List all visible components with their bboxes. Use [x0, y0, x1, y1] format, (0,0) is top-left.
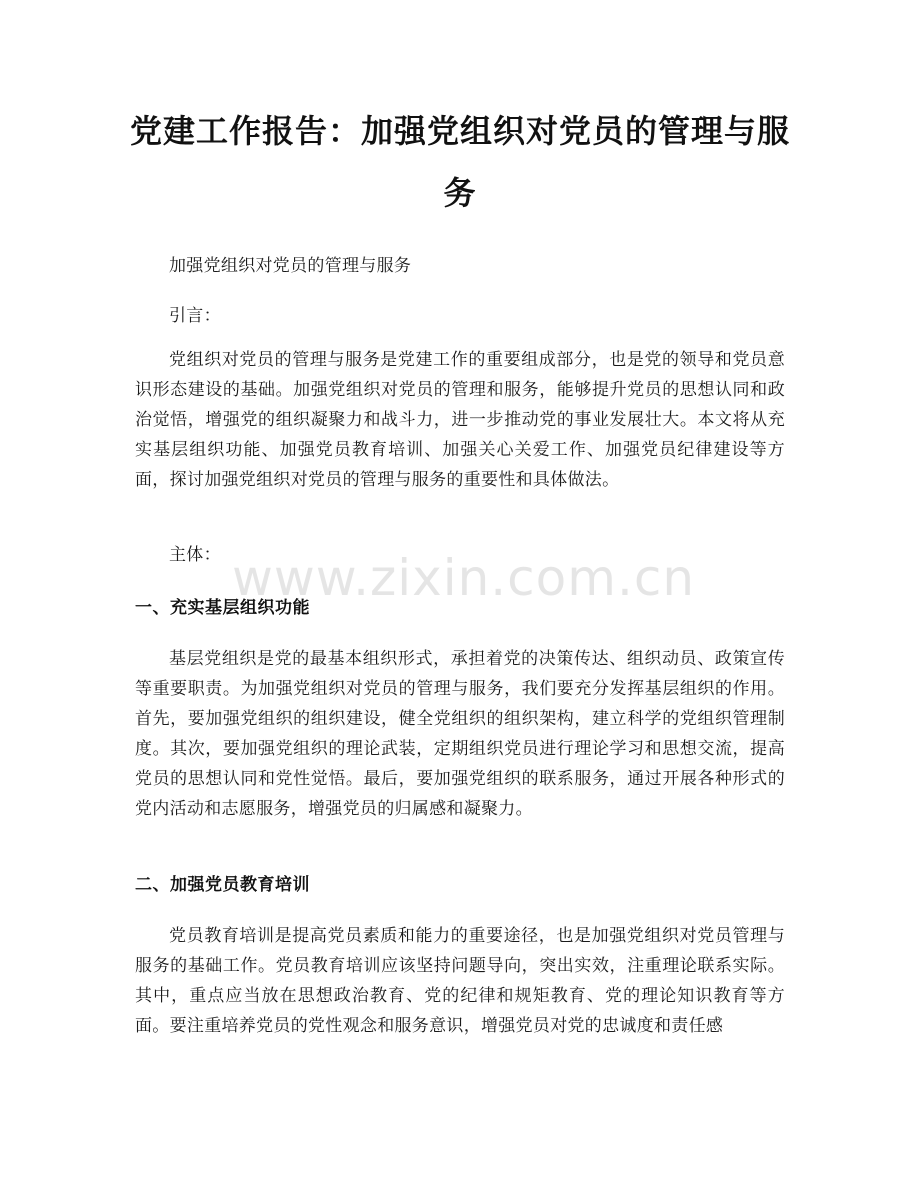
- intro-label: 引言：: [169, 306, 221, 326]
- section-heading: 一、充实基层组织功能: [135, 598, 310, 618]
- subtitle-paragraph: 加强党组织对党员的管理与服务: [169, 256, 412, 276]
- section-paragraph: 基层党组织是党的最基本组织形式，承担着党的决策传达、组织动员、政策宣传等重要职责。为加强党组织对党员的管理与服务，我们要充分发挥基层组织的作用。首先，要加强党组织的组织建设，健全党组织的组织架构，建立科学的党组织管理制度。其次，要加强党组织的理论武装，定期组织党员进行理论学习和思想交流，提高党员的思想认同和党性觉悟。最后，要加强党组织的联系服务，通过开展各种形式的党内活动和志愿服务，增强党员的归属感和凝聚力。: [135, 649, 785, 819]
- main-label: 主体：: [169, 545, 221, 565]
- watermark-text: www.zixin.com.cn: [232, 549, 696, 607]
- section-heading: 二、加强党员教育培训: [135, 875, 310, 895]
- document-title: 党建工作报告：加强党组织对党员的管理与服务: [129, 112, 790, 212]
- intro-paragraph: 党组织对党员的管理与服务是党建工作的重要组成部分，也是党的领导和党员意识形态建设的基础。加强党组织对党员的管理和服务，能够提升党员的思想认同和政治觉悟，增强党的组织凝聚力和战斗力，进一步推动党的事业发展壮大。本文将从充实基层组织功能、加强党员教育培训、加强关心关爱工作、加强党员纪律建设等方面，探讨加强党组织对党员的管理与服务的重要性和具体做法。: [135, 350, 785, 490]
- section-paragraph: 党员教育培训是提高党员素质和能力的重要途径，也是加强党组织对党员管理与服务的基础工作。党员教育培训应该坚持问题导向，突出实效，注重理论联系实际。其中，重点应当放在思想政治教育、党的纪律和规矩教育、党的理论知识教育等方面。要注重培养党员的党性观念和服务意识，增强党员对党的忠诚度和责任感: [135, 926, 785, 1036]
